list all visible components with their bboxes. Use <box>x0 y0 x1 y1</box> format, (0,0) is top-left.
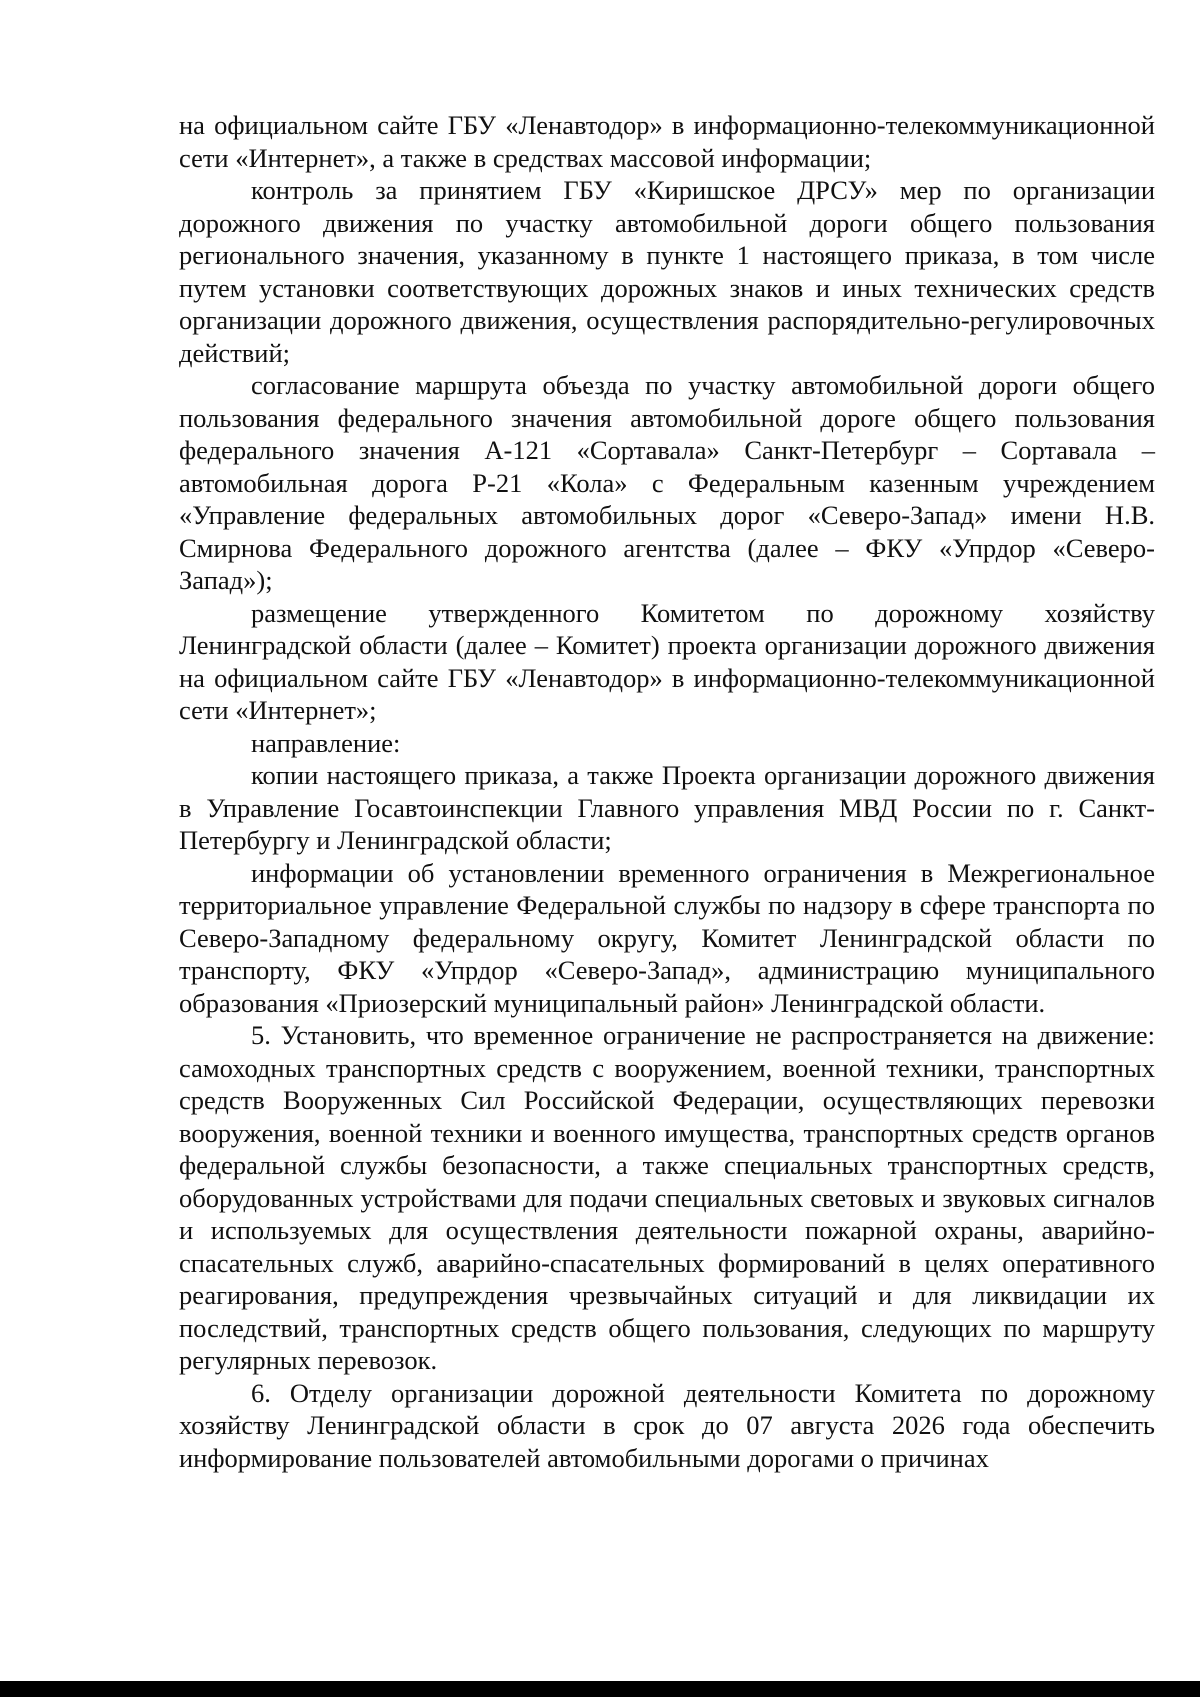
paragraph-item-6: 6. Отделу организации дорожной деятельности Комитета по дорожному хозяйству Ленинградской области в срок до 07 августа 2026 года обеспечить информирование пользователей автомобильными дорогами о причинах <box>179 1377 1155 1473</box>
paragraph-project-publication: размещение утвержденного Комитетом по дорожному хозяйству Ленинградской области (далее – Комитет) проекта организации дорожного движения на официальном сайте ГБУ «Ленавтодор» в информационно-телекоммуникационной сети «Интернет»; <box>179 597 1155 725</box>
paragraph-restriction-info: информации об установлении временного ограничения в Межрегиональное территориальное управление Федеральной службы по надзору в сфере транспорта по Северо-Западному федеральному округу, Комитет Ленинградской области по транспорту, ФКУ «Упрдор «Северо-Запад», администрацию муниципального образования «Приозерский муниципальный район» Ленинградской области. <box>179 857 1155 1018</box>
paragraph-item-5: 5. Установить, что временное ограничение не распространяется на движение: самоходных транспортных средств с вооружением, военной техники, транспортных средств Вооруженных Сил Российской Федерации, осуществляющих перевозки вооружения, военной техники и военного имущества, транспортных средств органов федеральной службы безопасности, а также специальных транспортных средств, оборудованных устройствами для подачи специальных световых и звуковых сигналов и используемых для осуществления деятельности пожарной охраны, аварийно-спасательных служб, аварийно-спасательных формирований в целях оперативного реагирования, предупреждения чрезвычайных ситуаций и для ликвидации их последствий, транспортных средств общего пользования, следующих по маршруту регулярных перевозок. <box>179 1020 1155 1375</box>
paragraph-detour-approval: согласование маршрута объезда по участку автомобильной дороги общего пользования федерального значения автомобильной дороге общего пользования федерального значения А-121 «Сортавала» Санкт-Петербург – Сортавала – автомобильная дорога Р-21 «Кола» с Федеральным казенным учреждением «Управление федеральных автомобильных дорог «Северо-Запад» имени Н.В. Смирнова Федерального дорожного агентства (далее – ФКУ «Упрдор «Северо-Запад»); <box>179 370 1155 595</box>
paragraph-website-media: на официальном сайте ГБУ «Ленавтодор» в информационно-телекоммуникационной сети «Интернет», а также в средствах массовой информации; <box>179 110 1155 173</box>
paragraph-traffic-control: контроль за принятием ГБУ «Киришское ДРСУ» мер по организации дорожного движения по участку автомобильной дороги общего пользования регионального значения, указанному в пункте 1 настоящего приказа, в том числе путем установки соответствующих дорожных знаков и иных технических средств организации дорожного движения, осуществления распорядительно-регулировочных действий; <box>179 175 1155 368</box>
document-body <box>179 109 1155 1474</box>
paragraph-order-copies: копии настоящего приказа, а также Проекта организации дорожного движения в Управление Госавтоинспекции Главного управления МВД России по г. Санкт-Петербургу и Ленинградской области; <box>179 760 1155 855</box>
paragraph-sending-heading: направление: <box>251 727 401 758</box>
scan-bottom-edge <box>0 1681 1200 1697</box>
